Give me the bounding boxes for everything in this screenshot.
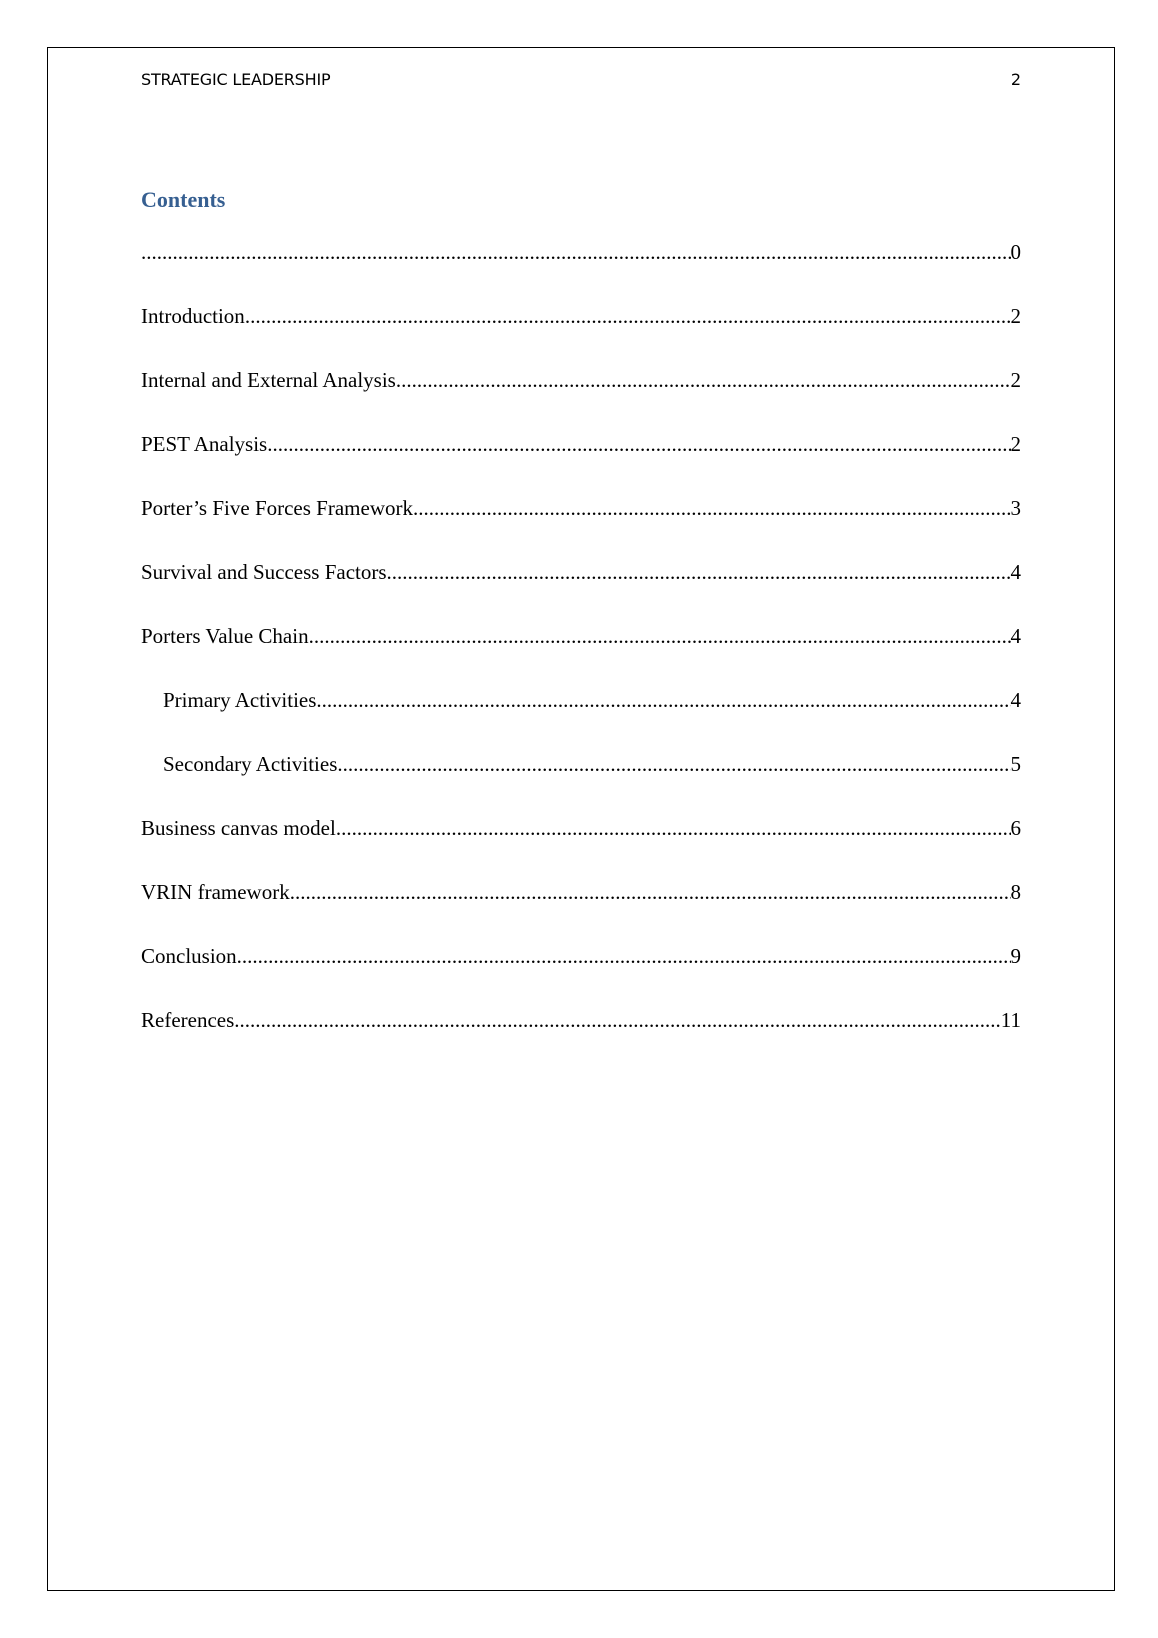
toc-entry[interactable] — [141, 688, 1021, 752]
toc-entry-label: Introduction — [141, 304, 245, 328]
toc-dot-leader — [316, 688, 1010, 713]
toc-dot-leader — [309, 624, 1011, 649]
page-header — [141, 70, 1021, 94]
toc-dot-leader — [237, 944, 1011, 969]
toc-entry-label: Primary Activities — [163, 688, 317, 712]
toc-entry[interactable] — [141, 816, 1021, 880]
toc-entry-label: VRIN framework — [141, 880, 290, 904]
header-page-number: 2 — [1010, 70, 1021, 89]
toc-dot-leader — [396, 368, 1011, 393]
toc-entry-page: 5 — [1010, 752, 1021, 776]
toc-dot-leader — [267, 432, 1010, 457]
table-of-contents — [141, 240, 1021, 1072]
toc-entry-page: 2 — [1010, 432, 1021, 456]
toc-dot-leader — [234, 1008, 1000, 1033]
toc-entry-page: 2 — [1010, 304, 1021, 328]
toc-entry[interactable] — [141, 624, 1021, 688]
toc-entry[interactable] — [141, 1008, 1021, 1072]
toc-heading: Contents — [141, 187, 226, 212]
toc-entry-page: 8 — [1010, 880, 1021, 904]
toc-entry[interactable] — [141, 560, 1021, 624]
toc-entry[interactable] — [141, 752, 1021, 816]
toc-entry[interactable] — [141, 368, 1021, 432]
toc-entry[interactable] — [141, 304, 1021, 368]
toc-entry-page: 3 — [1010, 496, 1021, 520]
toc-entry-page: 0 — [1010, 240, 1021, 264]
toc-entry-page: 11 — [1000, 1008, 1021, 1032]
toc-entry-page: 6 — [1010, 816, 1021, 840]
header-title: STRATEGIC LEADERSHIP — [141, 70, 331, 89]
toc-dot-leader — [387, 560, 1011, 585]
toc-entry[interactable] — [141, 944, 1021, 1008]
toc-entry-label: PEST Analysis — [141, 432, 268, 456]
toc-entry-label: Porters Value Chain — [141, 624, 309, 648]
toc-entry-label: Conclusion — [141, 944, 237, 968]
toc-entry-label: References — [141, 1008, 235, 1032]
toc-dot-leader — [141, 240, 1011, 265]
toc-entry-label: Survival and Success Factors — [141, 560, 387, 584]
toc-entry-page: 4 — [1010, 560, 1021, 584]
toc-entry-label: Porter’s Five Forces Framework — [141, 496, 413, 520]
toc-entry-page: 2 — [1010, 368, 1021, 392]
toc-dot-leader — [290, 880, 1011, 905]
toc-entry[interactable] — [141, 880, 1021, 944]
toc-entry-page: 9 — [1010, 944, 1021, 968]
toc-entry-page: 4 — [1010, 624, 1021, 648]
toc-dot-leader — [245, 304, 1011, 329]
toc-entry[interactable] — [141, 432, 1021, 496]
toc-dot-leader — [413, 496, 1011, 521]
toc-dot-leader — [336, 816, 1011, 841]
toc-entry[interactable] — [141, 240, 1021, 304]
toc-entry-page: 4 — [1010, 688, 1021, 712]
toc-entry-label: Secondary Activities — [163, 752, 338, 776]
toc-dot-leader — [337, 752, 1010, 777]
toc-entry-label: Business canvas model — [141, 816, 336, 840]
toc-entry[interactable] — [141, 496, 1021, 560]
toc-entry-label: Internal and External Analysis — [141, 368, 396, 392]
